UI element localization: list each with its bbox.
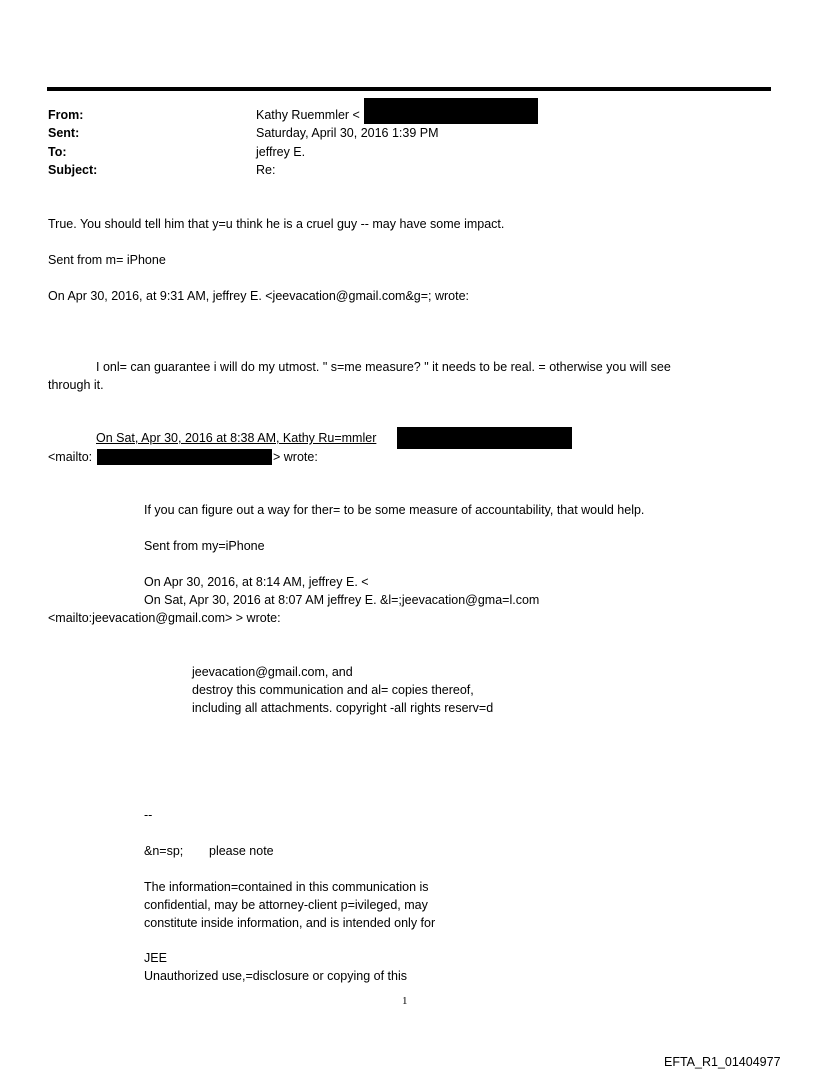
sent-label: Sent: — [48, 126, 80, 140]
body-line: confidential, may be attorney-client p=ivileged, may — [144, 898, 428, 912]
subject-value: Re: — [256, 163, 276, 177]
subject-label: Subject: — [48, 163, 98, 177]
redaction-box — [97, 449, 272, 465]
document-id: EFTA_R1_01404977 — [664, 1055, 781, 1069]
body-line: please note — [209, 844, 274, 858]
quote-header: On Sat, Apr 30, 2016 at 8:38 AM, Kathy Ru=mmler — [96, 431, 377, 445]
from-label: From: — [48, 108, 84, 122]
body-line: destroy this communication and al= copies thereof, — [192, 683, 474, 697]
body-line: On Apr 30, 2016, at 8:14 AM, jeffrey E. < — [144, 575, 369, 589]
to-value: jeffrey E. — [256, 145, 306, 159]
body-line: <mailto: — [48, 450, 93, 464]
page-number: 1 — [402, 995, 408, 1007]
sent-value: Saturday, April 30, 2016 1:39 PM — [256, 126, 439, 140]
body-line: JEE — [144, 951, 167, 965]
body-line: > wrote: — [273, 450, 318, 464]
header-rule — [47, 87, 771, 91]
body-line: &n=sp; — [144, 844, 184, 858]
body-line: -- — [144, 808, 153, 822]
body-line: True. You should tell him that y=u think he is a cruel guy -- may have some impact. — [48, 217, 505, 231]
body-line: Unauthorized use,=disclosure or copying of this — [144, 969, 407, 983]
redaction-box — [364, 98, 538, 124]
body-line: jeevacation@gmail.com, and — [192, 665, 353, 679]
body-line: The information=contained in this communication is — [144, 880, 429, 894]
body-line: through it. — [48, 378, 104, 392]
body-line: constitute inside information, and is intended only for — [144, 916, 436, 930]
body-line: On Sat, Apr 30, 2016 at 8:07 AM jeffrey E. &l=;jeevacation@gma=l.com — [144, 593, 540, 607]
body-line: If you can figure out a way for ther= to be some measure of accountability, that would help. — [144, 503, 645, 517]
body-line: Sent from my=iPhone — [144, 539, 265, 553]
to-label: To: — [48, 145, 67, 159]
from-value: Kathy Ruemmler < — [256, 108, 360, 122]
redaction-box — [397, 427, 572, 449]
body-line: <mailto:jeevacation@gmail.com> > wrote: — [48, 611, 281, 625]
body-line: On Apr 30, 2016, at 9:31 AM, jeffrey E. <jeevacation@gmail.com&g=; wrote: — [48, 289, 470, 303]
body-line: including all attachments. copyright -all rights reserv=d — [192, 701, 494, 715]
body-line: I onl= can guarantee i will do my utmost. " s=me measure? " it needs to be real. = otherwise you will see — [96, 360, 671, 374]
body-line: Sent from m= iPhone — [48, 253, 166, 267]
